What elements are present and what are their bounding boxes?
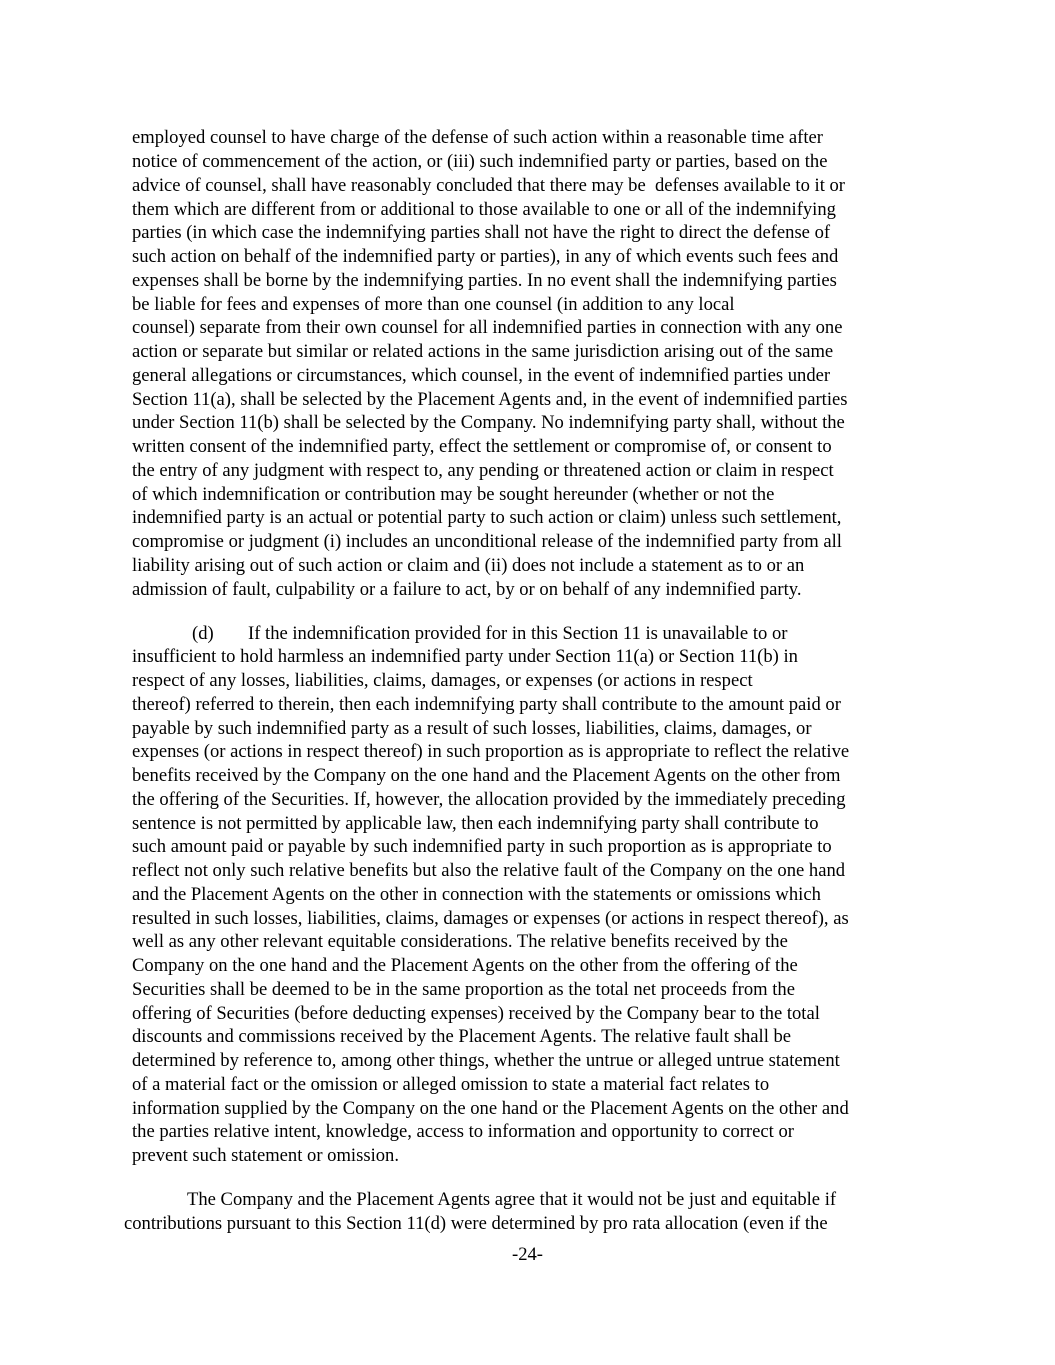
text-line: be liable for fees and expenses of more than one counsel (in addition to any local (132, 294, 735, 315)
text-line: expenses (or actions in respect thereof) in such proportion as is appropriate to reflect the relative (132, 741, 850, 762)
text-line: compromise or judgment (i) includes an unconditional release of the indemnified party from all (132, 531, 842, 552)
text-line: such action on behalf of the indemnified party or parties), in any of which events such fees and (132, 246, 839, 267)
text-line: employed counsel to have charge of the defense of such action within a reasonable time after (132, 127, 823, 148)
text-line: well as any other relevant equitable considerations. The relative benefits received by the (132, 931, 788, 952)
text-line: respect of any losses, liabilities, claims, damages, or expenses (or actions in respect (132, 670, 753, 691)
text-line: discounts and commissions received by the Placement Agents. The relative fault shall be (132, 1026, 792, 1047)
text-line: the parties relative intent, knowledge, access to information and opportunity to correct or (132, 1121, 794, 1142)
text-line: indemnified party is an actual or potential party to such action or claim) unless such settlement, (132, 507, 842, 528)
text-line: the entry of any judgment with respect to, any pending or threatened action or claim in respect (132, 460, 834, 481)
text-line: them which are different from or additional to those available to one or all of the indemnifying (132, 199, 836, 220)
text-line: admission of fault, culpability or a failure to act, by or on behalf of any indemnified party. (132, 579, 802, 600)
text-line: payable by such indemnified party as a result of such losses, liabilities, claims, damages, or (132, 718, 812, 739)
text-line: of which indemnification or contribution may be sought hereunder (whether or not the (132, 484, 775, 505)
text-line: insufficient to hold harmless an indemnified party under Section 11(a) or Section 11(b) in (132, 646, 798, 667)
text-line: Company on the one hand and the Placement Agents on the other from the offering of the (132, 955, 798, 976)
text-line: expenses shall be borne by the indemnifying parties. In no event shall the indemnifying parties (132, 270, 837, 291)
section-label: (d) (192, 623, 214, 644)
text-line: offering of Securities (before deducting expenses) received by the Company bear to the total (132, 1003, 820, 1024)
text-line: advice of counsel, shall have reasonably concluded that there may be defenses available to it or (132, 175, 845, 196)
text-line: resulted in such losses, liabilities, claims, damages or expenses (or actions in respect thereof), as (132, 908, 849, 929)
text-line: benefits received by the Company on the one hand and the Placement Agents on the other from (132, 765, 841, 786)
text-line: contributions pursuant to this Section 11(d) were determined by pro rata allocation (even if the (124, 1213, 828, 1234)
text-line: Securities shall be deemed to be in the same proportion as the total net proceeds from the (132, 979, 795, 1000)
text-line: and the Placement Agents on the other in connection with the statements or omissions which (132, 884, 821, 905)
text-line: written consent of the indemnified party, effect the settlement or compromise of, or consent to (132, 436, 832, 457)
text-line: determined by reference to, among other things, whether the untrue or alleged untrue statement (132, 1050, 840, 1071)
text-line: the offering of the Securities. If, however, the allocation provided by the immediately preceding (132, 789, 846, 810)
text-line: notice of commencement of the action, or (iii) such indemnified party or parties, based on the (132, 151, 828, 172)
text-line: Section 11(a), shall be selected by the Placement Agents and, in the event of indemnified parties (132, 389, 848, 410)
text-line: such amount paid or payable by such indemnified party in such proportion as is appropriate to (132, 836, 832, 857)
text-line: information supplied by the Company on the one hand or the Placement Agents on the other and (132, 1098, 849, 1119)
text-line: general allegations or circumstances, which counsel, in the event of indemnified parties under (132, 365, 831, 386)
text-line: reflect not only such relative benefits but also the relative fault of the Company on the one hand (132, 860, 846, 881)
text-line: thereof) referred to therein, then each indemnifying party shall contribute to the amount paid or (132, 694, 841, 715)
text-line: of a material fact or the omission or alleged omission to state a material fact relates to (132, 1074, 770, 1095)
text-line: parties (in which case the indemnifying parties shall not have the right to direct the defense of (132, 222, 831, 243)
text-line: sentence is not permitted by applicable law, then each indemnifying party shall contribute to (132, 813, 819, 834)
text-line: liability arising out of such action or claim and (ii) does not include a statement as to or an (132, 555, 805, 576)
text-line: counsel) separate from their own counsel for all indemnified parties in connection with any one (132, 317, 843, 338)
text-line: prevent such statement or omission. (132, 1145, 399, 1166)
page-number: -24- (512, 1244, 543, 1265)
text-line: The Company and the Placement Agents agree that it would not be just and equitable if (187, 1189, 837, 1210)
text-line: If the indemnification provided for in this Section 11 is unavailable to or (248, 623, 788, 644)
text-line: action or separate but similar or related actions in the same jurisdiction arising out of the same (132, 341, 834, 362)
text-line: under Section 11(b) shall be selected by the Company. No indemnifying party shall, without the (132, 412, 845, 433)
